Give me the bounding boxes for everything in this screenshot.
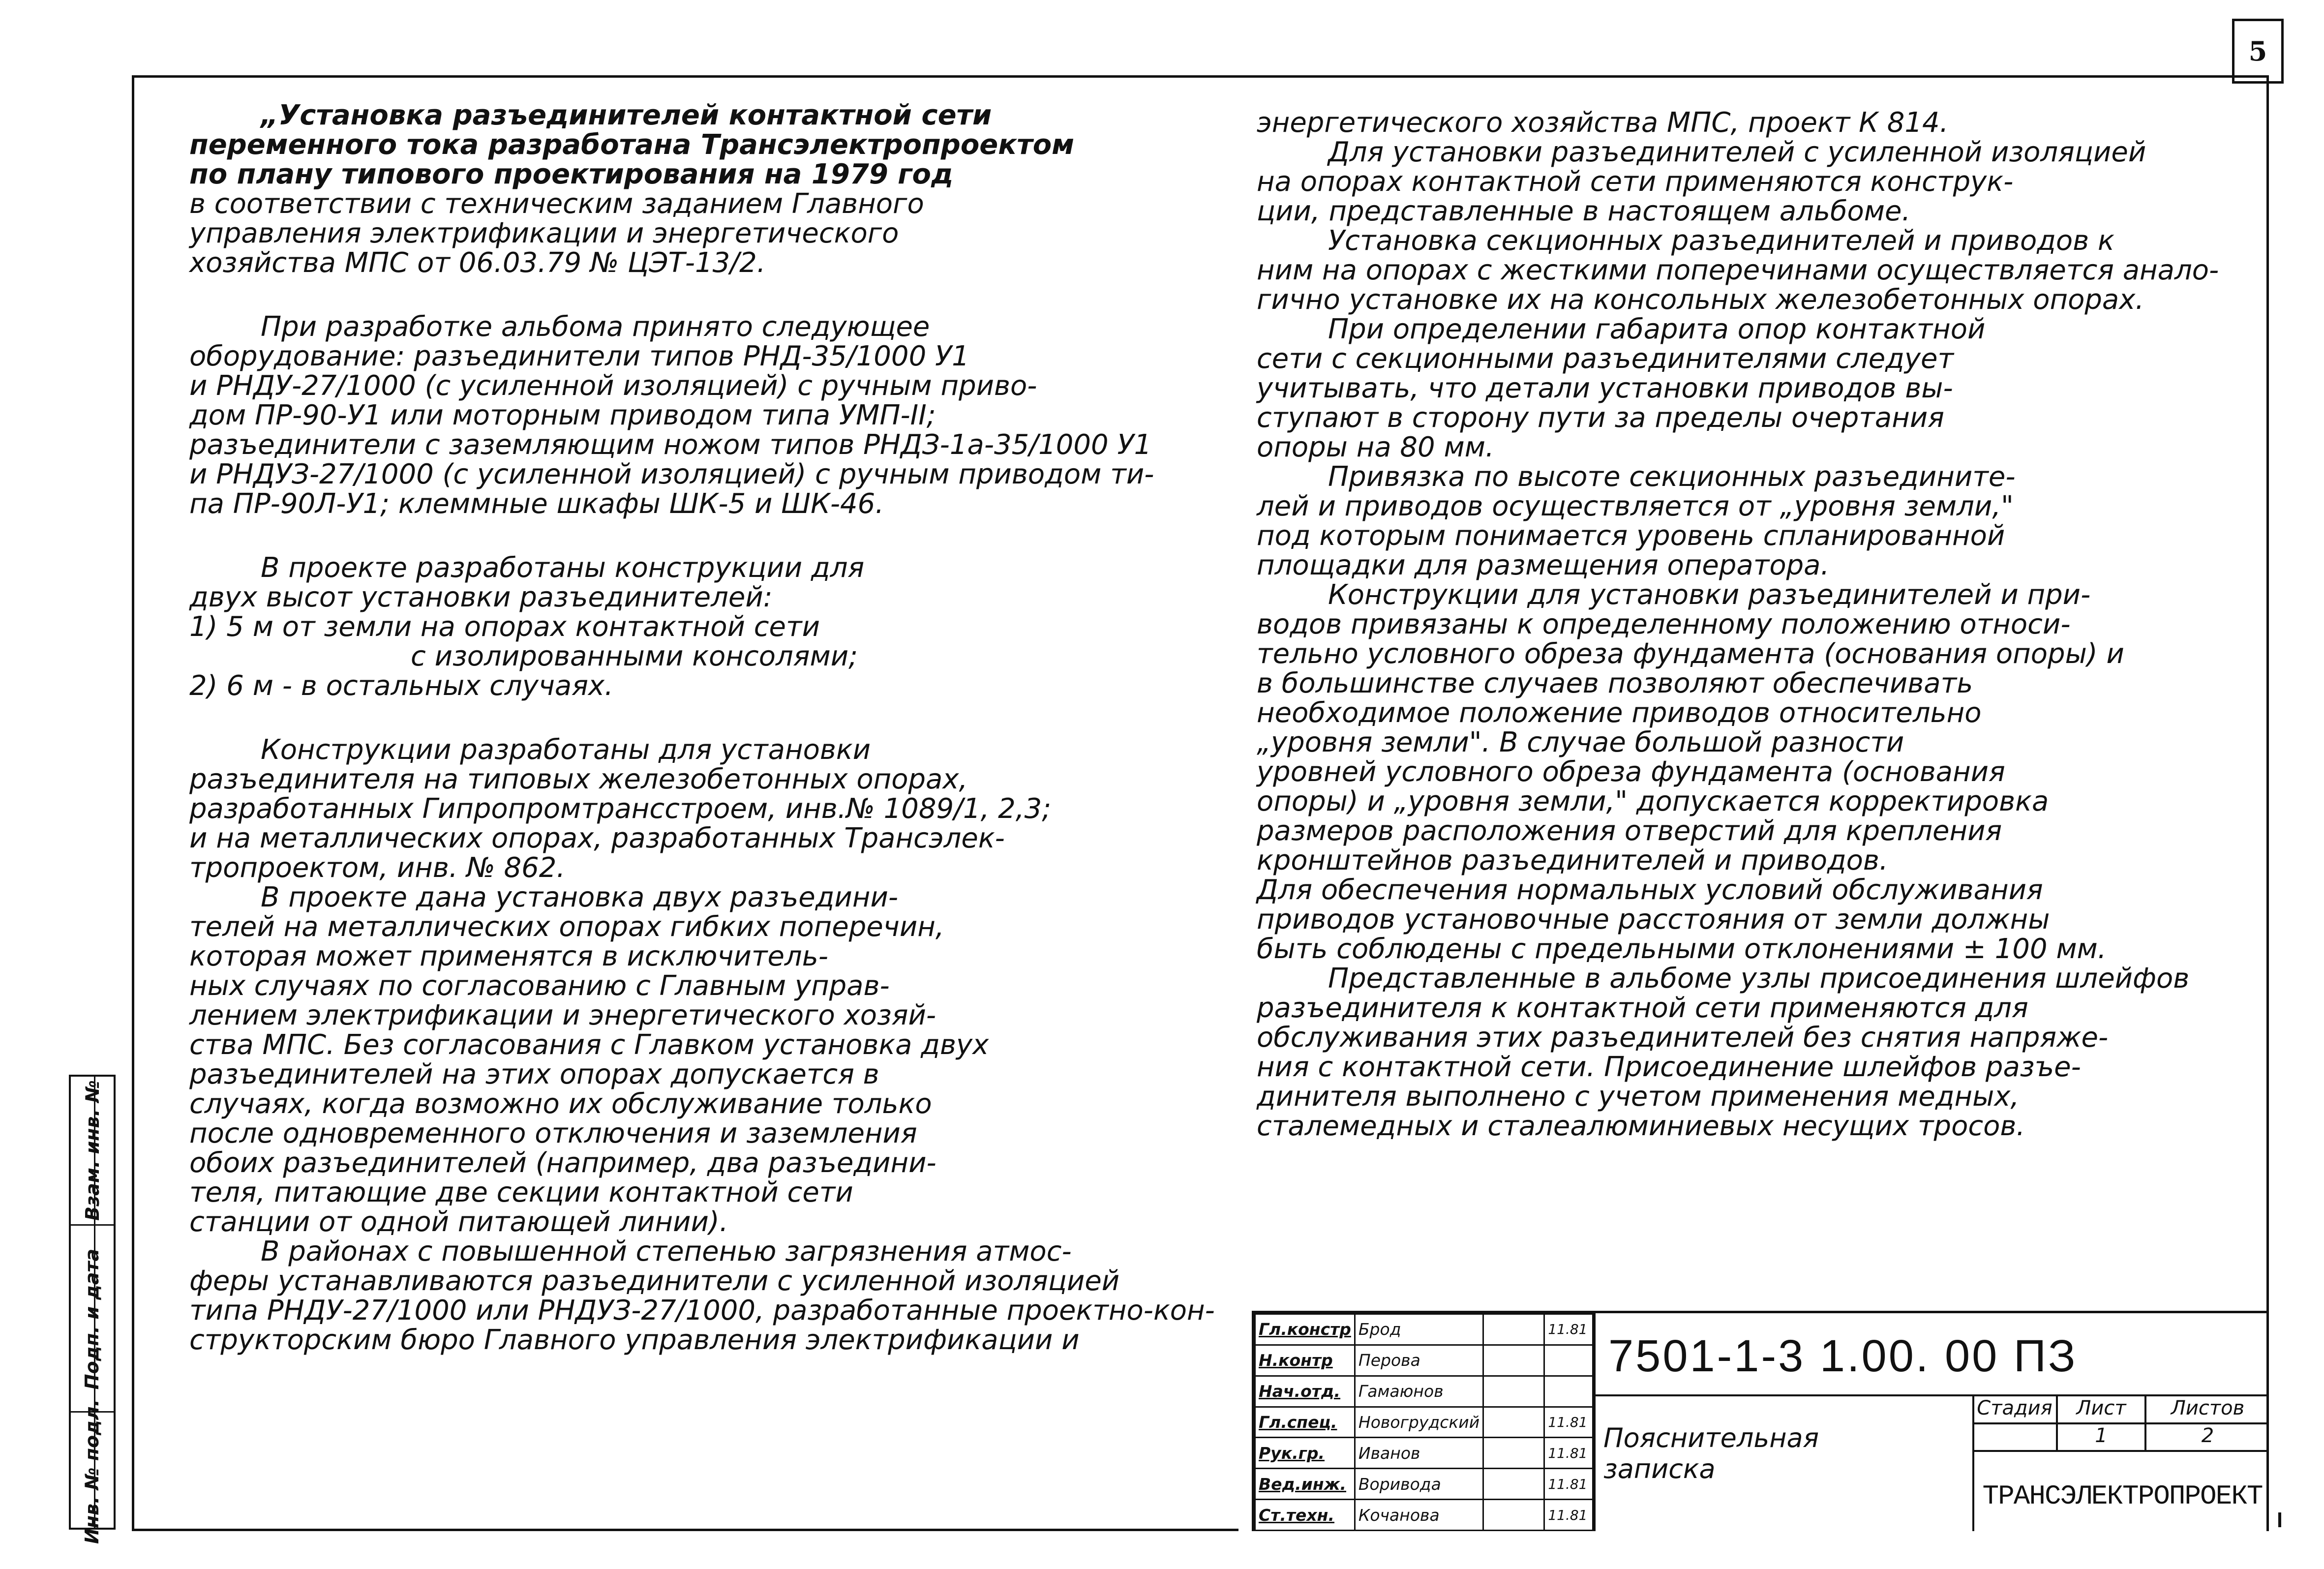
signature-date: 11.81 <box>1544 1469 1593 1500</box>
binding-stamp-label: Взам. инв. № <box>81 1080 103 1221</box>
text-line: типа РНДУ-27/1000 или РНДУЗ-27/1000, разработанные проектно-кон- <box>189 1295 1215 1327</box>
organization-name: ТРАНСЭЛЕКТРОПРОЕКТ <box>1982 1480 2263 1512</box>
sheet-value: 1 <box>2095 1424 2108 1447</box>
paragraph <box>1257 108 2235 138</box>
signature-row <box>1255 1438 1593 1469</box>
title-block-divider <box>1594 1313 1596 1531</box>
signature-mark <box>1483 1500 1544 1531</box>
text-line: водов привязаны к определенному положению относи- <box>1257 608 2071 640</box>
signature-name: Перова <box>1355 1345 1483 1376</box>
paragraph <box>1257 462 2235 492</box>
text-line: гично установке их на консольных железобетонных опорах. <box>1257 284 2144 316</box>
title-block-divider <box>1972 1450 2269 1452</box>
paragraph <box>189 883 1163 912</box>
text-line: динителя выполнено с учетом применения медных, <box>1257 1081 2020 1113</box>
text-line: лей и приводов осуществляется от „уровня земли," <box>1257 490 2014 522</box>
text-line: ции, представленные в настоящем альбоме. <box>1257 195 1911 227</box>
text-line: переменного тока разработана Трансэлектропроектом <box>189 129 1074 161</box>
text-line: При определении габарита опор контактной <box>1328 313 1986 345</box>
text-line: Для обеспечения нормальных условий обслуживания <box>1257 874 2043 906</box>
paragraph <box>1257 994 2235 1141</box>
text-line: ним на опорах с жесткими поперечинами осуществляется анало- <box>1257 254 2219 286</box>
text-line: Конструкции разработаны для установки <box>261 734 871 766</box>
sheet-number: 5 <box>2232 19 2284 84</box>
signature-name: Новогрудский <box>1355 1407 1483 1438</box>
text-line: дом ПР-90-У1 или моторным приводом типа УМП-II; <box>189 399 936 431</box>
signature-name: Кочанова <box>1355 1500 1483 1531</box>
paragraph <box>189 101 1163 130</box>
paragraph-gap <box>189 519 1163 553</box>
text-line: опоры) и „уровня земли," допускается корректировка <box>1257 785 2049 817</box>
text-line: „уровня земли". В случае большой разности <box>1257 726 1904 758</box>
binding-stamp-label: Инв. № подл. <box>81 1399 103 1544</box>
paragraph <box>189 765 1163 883</box>
text-line: энергетического хозяйства МПС, проект К 814. <box>1257 107 1949 139</box>
paragraph <box>189 1237 1163 1267</box>
signature-date: 11.81 <box>1544 1407 1593 1438</box>
paragraph <box>189 671 1163 701</box>
text-line: опоры на 80 мм. <box>1257 431 1494 463</box>
signature-row <box>1255 1469 1593 1500</box>
text-line: и РНДУЗ-27/1000 (с усиленной изоляцией) с ручным приводом ти- <box>189 458 1154 490</box>
signature-mark <box>1483 1407 1544 1438</box>
text-line: кронштейнов разъединителей и приводов. <box>1257 845 1888 876</box>
paragraph <box>1257 315 2235 344</box>
signature-row <box>1255 1376 1593 1407</box>
text-line: оборудование: разъединители типов РНД-35/1000 У1 <box>189 340 969 372</box>
signature-date: 11.81 <box>1544 1438 1593 1469</box>
text-line: феры устанавливаются разъединители с усиленной изоляцией <box>189 1265 1120 1297</box>
text-line: Представленные в альбоме узлы присоединения шлейфов <box>1328 963 2190 995</box>
text-line: тельно условного обреза фундамента (основания опоры) и <box>1257 638 2124 670</box>
paragraph <box>1257 964 2235 994</box>
binding-stamp-cell-sign <box>71 1224 114 1413</box>
signature-date <box>1544 1345 1593 1376</box>
signature-name: Иванов <box>1355 1438 1483 1469</box>
paragraph <box>1257 344 2235 462</box>
text-line: лением электрификации и энергетического хозяй- <box>189 999 936 1031</box>
document-code: 7501-1-3 1.00. 00 ПЗ <box>1608 1331 2078 1381</box>
text-line: структорским бюро Главного управления электрификации и <box>189 1324 1080 1356</box>
signature-role: Рук.гр. <box>1255 1438 1355 1469</box>
text-line: ных случаях по согласованию с Главным управ- <box>189 970 890 1002</box>
title-block <box>1252 1311 2269 1531</box>
text-line: ступают в сторону пути за пределы очертания <box>1257 402 1944 434</box>
frame-bottom-line <box>132 1529 1238 1531</box>
text-line: быть соблюдены с предельными отклонениями ± 100 мм. <box>1257 933 2107 965</box>
signature-row <box>1255 1407 1593 1438</box>
signature-role: Гл.констр <box>1255 1314 1355 1345</box>
paragraph <box>189 130 1163 189</box>
title-block-divider <box>1594 1394 2269 1396</box>
text-line: Конструкции для установки разъединителей и при- <box>1328 579 2091 611</box>
binding-stamp <box>69 1075 116 1544</box>
text-line: на опорах контактной сети применяются конструк- <box>1257 166 2014 198</box>
text-line: Установка секционных разъединителей и приводов к <box>1328 225 2114 257</box>
paragraph <box>1257 492 2235 580</box>
text-line: тропроектом, инв. № 862. <box>189 852 566 884</box>
text-line: и РНДУ-27/1000 (с усиленной изоляцией) с ручным приво- <box>189 370 1037 402</box>
text-line: разработанных Гипропромтрансстроем, инв.№ 1089/1, 2,3; <box>189 793 1052 825</box>
text-line: после одновременного отключения и заземления <box>189 1117 917 1149</box>
paragraph <box>189 189 1163 278</box>
text-line: по плану типового проектирования на 1979 год <box>189 158 954 190</box>
signature-role: Н.контр <box>1255 1345 1355 1376</box>
text-line: па ПР-90Л-У1; клеммные шкафы ШК-5 и ШК-46. <box>189 488 884 520</box>
signature-mark <box>1483 1469 1544 1500</box>
document-title: Пояснительная записка <box>1603 1422 1819 1484</box>
sheet-header: Лист <box>2076 1397 2126 1419</box>
text-line: в соответствии с техническим заданием Главного <box>189 188 924 220</box>
paragraph <box>1257 138 2235 167</box>
text-line: с изолированными консолями; <box>411 640 858 672</box>
paragraph <box>1257 610 2235 964</box>
text-line: случаях, когда возможно их обслуживание только <box>189 1088 932 1120</box>
text-line: станции от одной питающей линии). <box>189 1206 728 1238</box>
text-line: В проекте дана установка двух разъедини- <box>261 881 899 913</box>
text-line: 2) 6 м - в остальных случаях. <box>189 670 613 702</box>
paragraph <box>1257 580 2235 610</box>
text-line: ства МПС. Без согласования с Главком установка двух <box>189 1029 989 1061</box>
text-line: сети с секционными разъединителями следует <box>1257 343 1954 375</box>
signature-table <box>1254 1313 1594 1531</box>
text-line: обоих разъединителей (например, два разъедини- <box>189 1147 936 1179</box>
text-line: В проекте разработаны конструкции для <box>261 552 865 584</box>
text-line: Для установки разъединителей с усиленной изоляцией <box>1328 136 2146 168</box>
text-line: разъединителя на типовых железобетонных опорах, <box>189 763 968 795</box>
binding-stamp-label: Подп. и дата <box>81 1248 103 1390</box>
paragraph <box>189 312 1163 342</box>
text-line: телей на металлических опорах гибких поперечин, <box>189 911 944 943</box>
signature-name: Брод <box>1355 1314 1483 1345</box>
left-text-column <box>189 99 1215 1356</box>
signature-role: Вед.инж. <box>1255 1469 1355 1500</box>
text-line: в большинстве случаев позволяют обеспечивать <box>1257 667 1973 699</box>
paragraph <box>189 583 1163 642</box>
signature-row <box>1255 1345 1593 1376</box>
text-line: необходимое положение приводов относительно <box>1257 697 1982 729</box>
signature-role: Нач.отд. <box>1255 1376 1355 1407</box>
text-line: приводов установочные расстояния от земли должны <box>1257 904 2050 935</box>
signature-row <box>1255 1314 1593 1345</box>
text-line: обслуживания этих разъединителей без снятия напряже- <box>1257 1022 2109 1054</box>
text-line: ния с контактной сети. Присоединение шлейфов разъе- <box>1257 1051 2081 1083</box>
signature-name: Воривода <box>1355 1469 1483 1500</box>
signature-date: 11.81 <box>1544 1500 1593 1531</box>
text-line: которая может применятся в исключитель- <box>189 940 828 972</box>
paragraph-gap <box>189 701 1163 735</box>
text-line: управления электрификации и энергетического <box>189 217 899 249</box>
signature-name: Гамаюнов <box>1355 1376 1483 1407</box>
signature-date: 11.81 <box>1544 1314 1593 1345</box>
text-line: „Установка разъединителей контактной сети <box>261 99 992 131</box>
signature-mark <box>1483 1438 1544 1469</box>
paragraph <box>189 642 1163 671</box>
paragraph <box>1257 226 2235 256</box>
signature-role: Гл.спец. <box>1255 1407 1355 1438</box>
text-line: хозяйства МПС от 06.03.79 № ЦЭТ-13/2. <box>189 247 766 279</box>
paragraph <box>1257 256 2235 315</box>
text-line: В районах с повышенной степенью загрязнения атмос- <box>261 1236 1072 1267</box>
text-line: и на металлических опорах, разработанных Трансэлек- <box>189 822 1005 854</box>
right-text-column <box>1257 108 2235 1141</box>
signature-row <box>1255 1500 1593 1531</box>
paragraph <box>1257 167 2235 226</box>
sheets-header: Листов <box>2171 1397 2245 1419</box>
signature-mark <box>1483 1376 1544 1407</box>
binding-stamp-cell-inv <box>71 1399 114 1544</box>
text-line: 1) 5 м от земли на опорах контактной сети <box>189 611 820 643</box>
signature-role: Ст.техн. <box>1255 1500 1355 1531</box>
paragraph <box>189 342 1163 519</box>
text-line: разъединители с заземляющим ножом типов РНДЗ-1а-35/1000 У1 <box>189 429 1152 461</box>
signature-mark <box>1483 1345 1544 1376</box>
text-line: размеров расположения отверстий для крепления <box>1257 815 2002 847</box>
paragraph <box>189 912 1163 1237</box>
signature-date <box>1544 1376 1593 1407</box>
sheets-value: 2 <box>2201 1424 2214 1447</box>
signature-mark <box>1483 1314 1544 1345</box>
text-line: разъединителя к контактной сети применяются для <box>1257 992 2028 1024</box>
text-line: Привязка по высоте секционных разъедините- <box>1328 461 2016 493</box>
text-line: При разработке альбома принято следующее <box>261 311 930 343</box>
frame-corner-mark <box>2278 1512 2281 1527</box>
text-line: двух высот установки разъединителей: <box>189 581 773 613</box>
paragraph <box>189 1265 1215 1356</box>
stage-header: Стадия <box>1977 1397 2052 1419</box>
paragraph <box>189 735 1163 765</box>
text-line: уровней условного обреза фундамента (основания <box>1257 756 2005 788</box>
text-line: сталемедных и сталеалюминиевых несущих тросов. <box>1257 1110 2025 1142</box>
text-line: под которым понимается уровень спланированной <box>1257 520 2005 552</box>
paragraph <box>189 553 1163 583</box>
text-line: теля, питающие две секции контактной сети <box>189 1177 853 1208</box>
binding-stamp-cell-replace <box>71 1077 114 1224</box>
text-line: учитывать, что детали установки приводов вы- <box>1257 372 1953 404</box>
paragraph-gap <box>189 278 1163 312</box>
text-line: площадки для размещения оператора. <box>1257 549 1830 581</box>
text-line: разъединителей на этих опорах допускается в <box>189 1058 879 1090</box>
